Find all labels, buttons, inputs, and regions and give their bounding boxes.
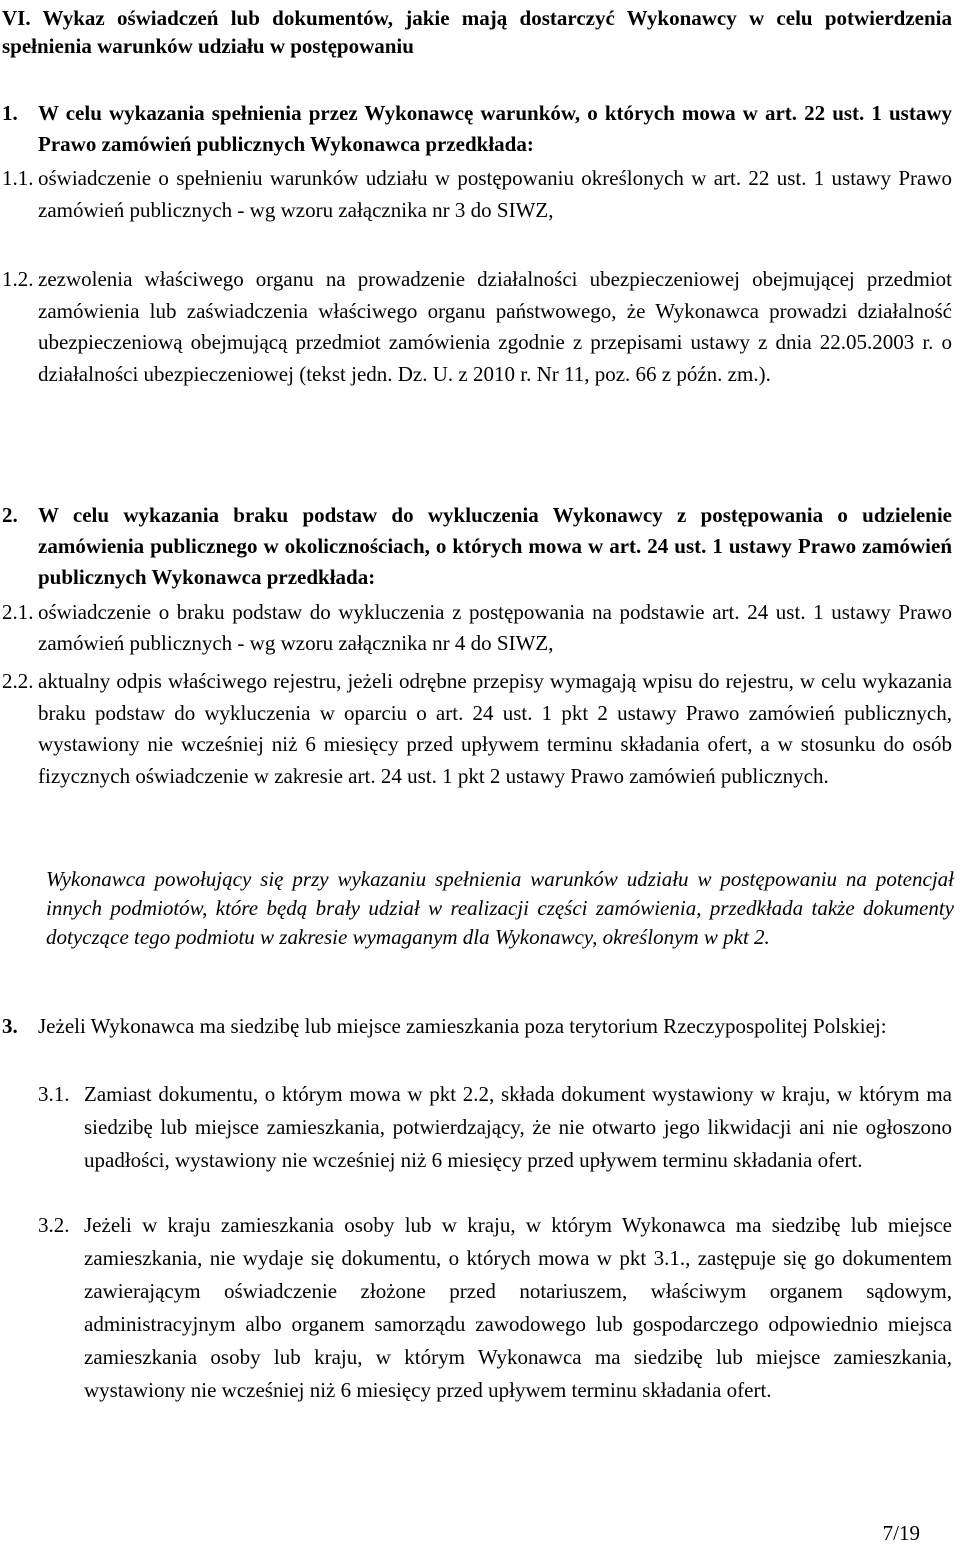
item-3 [2, 1010, 952, 1042]
item-1-2 [2, 264, 952, 390]
item-1-1-number: 1.1. [2, 166, 34, 190]
item-1 [2, 98, 952, 160]
item-1-text: W celu wykazania spełnienia przez Wykonawcę warunków, o których mowa w art. 22 ust. 1 ustawy Prawo zamówień publicznych Wykonawca przedkłada: [38, 101, 952, 156]
item-2-number: 2. [2, 503, 18, 527]
item-1-number: 1. [2, 101, 18, 125]
item-3-1-text: Zamiast dokumentu, o którym mowa w pkt 2.2, składa dokument wystawiony w kraju, w którym ma siedzibę lub miejsce zamieszkania, potwierdzający, że nie otwarto jego likwidacji ani nie ogłoszono upadłości, wystawiony nie wcześniej niż 6 miesięcy przed upływem terminu składania ofert. [84, 1082, 952, 1172]
item-3-1 [38, 1078, 952, 1177]
item-2-2-number: 2.2. [2, 669, 34, 693]
item-2-2 [2, 666, 952, 792]
item-2-1-number: 2.1. [2, 600, 34, 624]
item-1-2-text: zezwolenia właściwego organu na prowadzenie działalności ubezpieczeniowej obejmującej przedmiot zamówienia lub zaświadczenia właściwego organu państwowego, że Wykonawca prowadzi działalność ubezpieczeniową obejmującą przedmiot zamówienia zgodnie z przepisami ustawy z dnia 22.05.2003 r. o działalności ubezpieczeniowej (tekst jedn. Dz. U. z 2010 r. Nr 11, poz. 66 z późn. zm.). [38, 267, 952, 386]
section-heading: VI. Wykaz oświadczeń lub dokumentów, jakie mają dostarczyć Wykonawcy w celu potwierdzenia spełnienia warunków udziału w postępowaniu [2, 6, 952, 58]
item-3-2-text: Jeżeli w kraju zamieszkania osoby lub w kraju, w którym Wykonawca ma siedzibę lub miejsce zamieszkania, nie wydaje się dokumentu, o których mowa w pkt 3.1., zastępuje się go dokumentem zawierającym oświadczenie złożone przed notariuszem, właściwym organem sądowym, administracyjnym albo organem samorządu zawodowego lub gospodarczego odpowiednio miejsca zamieszkania osoby lub kraju, w którym Wykonawca ma siedzibę lub miejsce zamieszkania, wystawiony nie wcześniej niż 6 miesięcy przed upływem terminu składania ofert. [84, 1213, 952, 1402]
item-1-1-text: oświadczenie o spełnieniu warunków udziału w postępowaniu określonych w art. 22 ust. 1 ustawy Prawo zamówień publicznych - wg wzoru załącznika nr 3 do SIWZ, [38, 166, 952, 222]
item-3-2-number: 3.2. [38, 1213, 70, 1237]
item-3-number: 3. [2, 1014, 18, 1038]
item-3-2 [38, 1209, 952, 1407]
item-2-2-text: aktualny odpis właściwego rejestru, jeżeli odrębne przepisy wymagają wpisu do rejestru, w celu wykazania braku podstaw do wykluczenia w oparciu o art. 24 ust. 1 pkt 2 ustawy Prawo zamówień publicznych, wystawiony nie wcześniej niż 6 miesięcy przed upływem terminu składania ofert, a w stosunku do osób fizycznych oświadczenie w zakresie art. 24 ust. 1 pkt 2 ustawy Prawo zamówień publicznych. [38, 669, 952, 788]
item-1-2-number: 1.2. [2, 267, 34, 291]
item-2-1-text: oświadczenie o braku podstaw do wykluczenia z postępowania na podstawie art. 24 ust. 1 ustawy Prawo zamówień publicznych - wg wzoru załącznika nr 4 do SIWZ, [38, 600, 952, 655]
item-3-1-number: 3.1. [38, 1082, 70, 1106]
item-2 [2, 500, 952, 593]
item-2-text: W celu wykazania braku podstaw do wykluczenia Wykonawcy z postępowania o udzielenie zamówienia publicznego w okolicznościach, o których mowa w art. 24 ust. 1 ustawy Prawo zamówień publicznych Wykonawca przedkłada: [38, 503, 952, 589]
item-1-1 [2, 163, 952, 226]
italic-note: Wykonawca powołujący się przy wykazaniu spełnienia warunków udziału w postępowaniu na potencjał innych podmiotów, które będą brały udział w realizacji części zamówienia, przedkłada także dokumenty dotyczące tego podmiotu w zakresie wymaganym dla Wykonawcy, określonym w pkt 2. [46, 867, 954, 949]
item-2-1 [2, 597, 952, 659]
page-number: 7/19 [882, 1521, 920, 1545]
item-3-text: Jeżeli Wykonawca ma siedzibę lub miejsce zamieszkania poza terytorium Rzeczypospolitej Polskiej: [38, 1014, 887, 1038]
